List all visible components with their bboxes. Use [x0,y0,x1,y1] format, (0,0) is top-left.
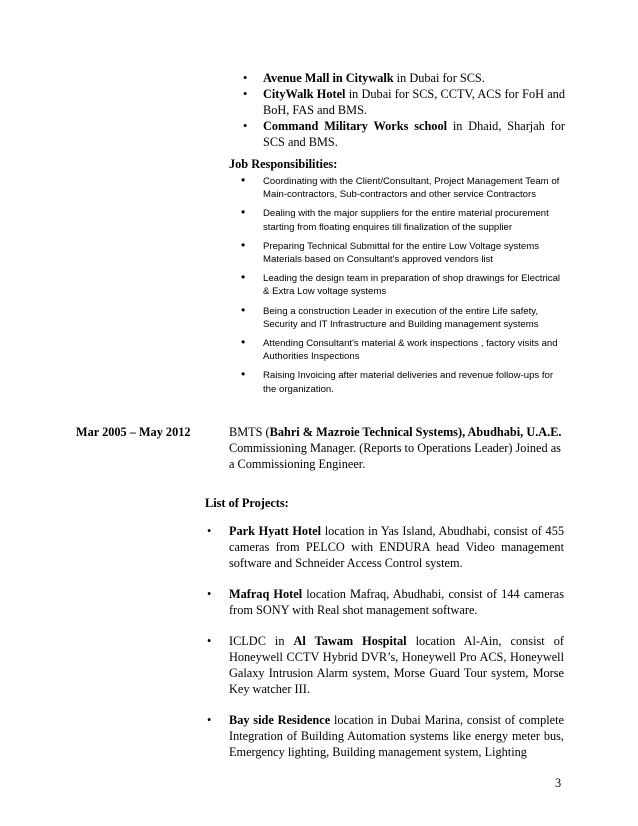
project-detail: in Dhaid, Sharjah for SCS and BMS. [263,119,565,149]
list-item [229,523,564,571]
company-bold: Bahri & Mazroie Technical Systems), Abudhabi, U.A.E. [269,425,562,439]
list-item: • Being a construction Leader in execution of the entire Life safety, Security and IT Infrastructure and Building management systems [263,305,563,331]
employment-period: Mar 2005 – May 2012 [76,425,191,439]
company-prefix: BMTS ( [229,425,270,439]
project-detail: in Dubai for SCS, CCTV, ACS for FoH and BoH, FAS and BMS. [263,87,565,117]
employer-block [229,424,564,472]
list-of-projects-heading: List of Projects: [205,496,289,510]
page-number: 3 [555,776,562,790]
project-detail: location in Dubai Marina, consist of complete Integration of Building Automation systems like energy meter bus, Emergency lighting, Building management system, Lighting [229,713,564,759]
role-description: Commissioning Manager. (Reports to Operations Leader) Joined as a Commissioning Engineer. [229,441,561,471]
responsibility-list [263,175,563,402]
list-item [263,118,565,150]
project-prefix: ICLDC in [229,634,294,648]
list-item [229,586,564,618]
list-item: • Attending Consultant's material & work inspections , factory visits and Authorities Inspections [263,337,563,363]
project-name: Command Military Works school [263,119,448,133]
project-detail: location in Yas Island, Abudhabi, consist of 455 cameras from PELCO with ENDURA head Video management software and Schneider Access Control system. [229,524,564,570]
company-name [229,424,564,440]
list-item [263,70,565,86]
project-list [229,523,564,775]
project-detail: location Al-Ain, consist of Honeywell CCTV Hybrid DVR’s, Honeywell Pro ACS, Honeywell Galaxy Intrusion Alarm system, Morse Guard Tour system, Morse Key watcher III. [229,634,564,696]
project-name: Bay side Residence [229,713,331,727]
list-item: • Leading the design team in preparation of shop drawings for Electrical & Extra Low voltage systems [263,272,563,298]
project-name: Al Tawam Hospital [293,634,407,648]
project-name: Avenue Mall in Citywalk [263,71,394,85]
list-item: • Dealing with the major suppliers for the entire material procurement starting from floating enquires till finalization of the supplier [263,207,563,233]
list-item: • Coordinating with the Client/Consultant, Project Management Team of Main-contractors, Sub-contractors and other service Contractors [263,175,563,201]
project-detail: location Mafraq, Abudhabi, consist of 144 cameras from SONY with Real shot management software. [229,587,564,617]
list-item [229,633,564,697]
list-item [263,86,565,118]
top-project-list [263,70,565,150]
job-responsibilities-heading: Job Responsibilities: [229,157,338,171]
project-detail: in Dubai for SCS. [393,71,485,85]
project-name: CityWalk Hotel [263,87,346,101]
project-name: Park Hyatt Hotel [229,524,322,538]
list-item [229,712,564,760]
list-item: • Preparing Technical Submittal for the entire Low Voltage systems Materials based on Consultant's approved vendors list [263,240,563,266]
project-name: Mafraq Hotel [229,587,303,601]
list-item: • Raising Invoicing after material deliveries and revenue follow-ups for the organization. [263,369,563,395]
